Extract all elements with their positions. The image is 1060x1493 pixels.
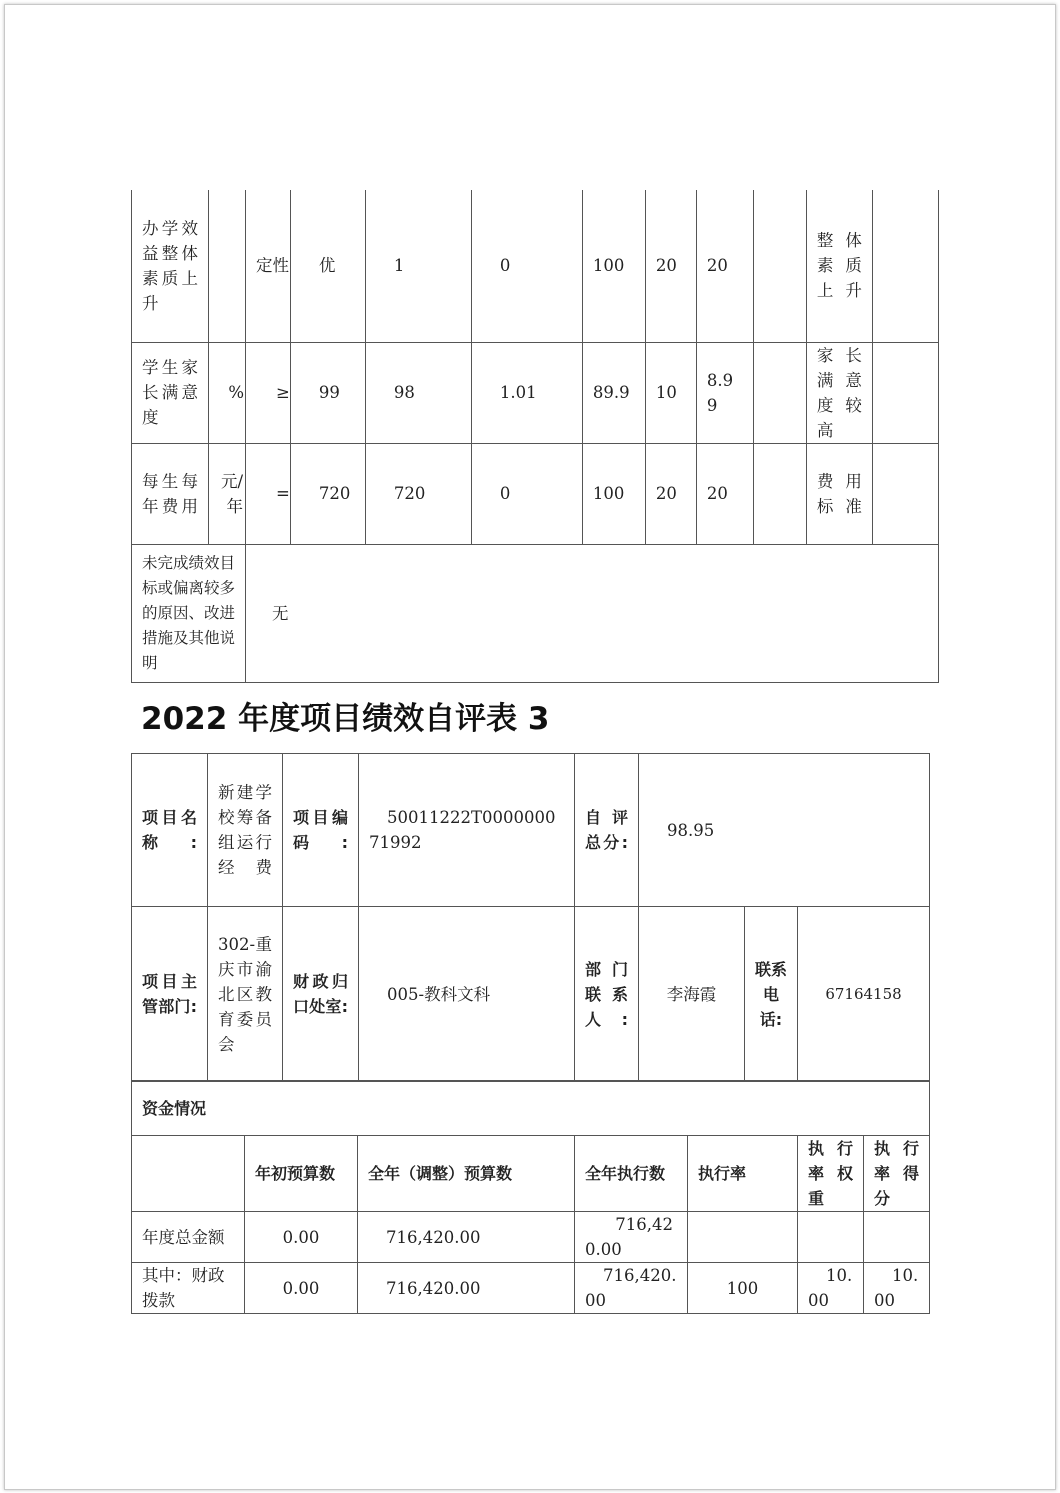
project-name-label: 项目名称: bbox=[132, 754, 208, 907]
indicator-actual: 720 bbox=[365, 443, 471, 544]
table-header-row bbox=[132, 1136, 930, 1212]
indicator-score: 20 bbox=[696, 190, 753, 342]
table-row bbox=[132, 190, 939, 342]
table-row bbox=[132, 544, 939, 682]
indicator-actual: 1 bbox=[365, 190, 471, 342]
project-info-table bbox=[131, 753, 930, 1082]
indicator-note: 整体素质上升 bbox=[806, 190, 872, 342]
indicator-score: 20 bbox=[696, 443, 753, 544]
finance-office-label: 财政归口处室: bbox=[283, 907, 359, 1082]
performance-indicator-table bbox=[131, 190, 939, 683]
indicator-note: 费用标准 bbox=[806, 443, 872, 544]
section-title: 2022 年度项目绩效自评表 3 bbox=[141, 701, 550, 737]
contact-label: 部门联系人: bbox=[575, 907, 639, 1082]
column-header: 全年（调整）预算数 bbox=[358, 1136, 575, 1212]
indicator-target: 99 bbox=[290, 342, 365, 443]
indicator-name: 学生家长满意度 bbox=[132, 342, 209, 443]
column-header: 全年执行数 bbox=[575, 1136, 688, 1212]
indicator-target: 优 bbox=[290, 190, 365, 342]
indicator-name: 办学效益整体素质上升 bbox=[132, 190, 209, 342]
column-header bbox=[132, 1136, 245, 1212]
self-score-label: 自评总分: bbox=[575, 754, 639, 907]
table-row bbox=[132, 1263, 930, 1314]
project-name-value: 新建学校筹备组运行经费 bbox=[208, 754, 283, 907]
indicator-weight: 10 bbox=[645, 342, 696, 443]
indicator-deviation: 0 bbox=[471, 190, 582, 342]
execution-rate: 100 bbox=[688, 1263, 798, 1314]
adjusted-budget: 716,420.00 bbox=[358, 1212, 575, 1263]
indicator-completion: 100 bbox=[582, 190, 645, 342]
indicator-target: 720 bbox=[290, 443, 365, 544]
table-row bbox=[132, 342, 939, 443]
row-label: 年度总金额 bbox=[132, 1212, 245, 1263]
reason-label: 未完成绩效目标或偏离较多的原因、改进措施及其他说明 bbox=[132, 544, 246, 682]
column-header: 执行率权重 bbox=[798, 1136, 864, 1212]
rate-score bbox=[864, 1212, 930, 1263]
indicator-completion: 89.9 bbox=[582, 342, 645, 443]
indicator-score: 8.99 bbox=[696, 342, 753, 443]
table-row bbox=[132, 1081, 930, 1136]
initial-budget: 0.00 bbox=[245, 1212, 358, 1263]
indicator-unit: 元/年 bbox=[209, 443, 246, 544]
indicator-weight: 20 bbox=[645, 443, 696, 544]
table-row bbox=[132, 443, 939, 544]
table-row bbox=[132, 754, 930, 907]
funds-table bbox=[131, 1080, 930, 1314]
initial-budget: 0.00 bbox=[245, 1263, 358, 1314]
table-row bbox=[132, 907, 930, 1082]
reason-value: 无 bbox=[246, 544, 939, 682]
execution-rate bbox=[688, 1212, 798, 1263]
indicator-type: ≥ bbox=[246, 342, 291, 443]
phone-value: 67164158 bbox=[798, 907, 930, 1082]
adjusted-budget: 716,420.00 bbox=[358, 1263, 575, 1314]
indicator-actual: 98 bbox=[365, 342, 471, 443]
project-code-value: 50011222T000000071992 bbox=[359, 754, 575, 907]
column-header: 年初预算数 bbox=[245, 1136, 358, 1212]
empty-cell bbox=[872, 443, 938, 544]
indicator-completion: 100 bbox=[582, 443, 645, 544]
indicator-deviation: 1.01 bbox=[471, 342, 582, 443]
self-score-value: 98.95 bbox=[639, 754, 930, 907]
dept-label: 项目主管部门: bbox=[132, 907, 208, 1082]
indicator-remark bbox=[753, 342, 806, 443]
indicator-remark bbox=[753, 190, 806, 342]
indicator-weight: 20 bbox=[645, 190, 696, 342]
indicator-deviation: 0 bbox=[471, 443, 582, 544]
indicator-note: 家长满意度较高 bbox=[806, 342, 872, 443]
empty-cell bbox=[872, 190, 938, 342]
executed-amount: 716,420.00 bbox=[575, 1263, 688, 1314]
indicator-unit: % bbox=[209, 342, 246, 443]
funds-section-label: 资金情况 bbox=[132, 1081, 930, 1136]
rate-weight bbox=[798, 1212, 864, 1263]
column-header: 执行率得分 bbox=[864, 1136, 930, 1212]
phone-label: 联系电话: bbox=[745, 907, 798, 1082]
contact-value: 李海霞 bbox=[639, 907, 745, 1082]
indicator-unit bbox=[209, 190, 246, 342]
empty-cell bbox=[872, 342, 938, 443]
indicator-name: 每生每年费用 bbox=[132, 443, 209, 544]
indicator-remark bbox=[753, 443, 806, 544]
indicator-type: = bbox=[246, 443, 291, 544]
indicator-type: 定性 bbox=[246, 190, 291, 342]
row-label: 其中：财政拨款 bbox=[132, 1263, 245, 1314]
finance-office-value: 005-教科文科 bbox=[359, 907, 575, 1082]
project-code-label: 项目编码: bbox=[283, 754, 359, 907]
table-row bbox=[132, 1212, 930, 1263]
rate-score: 10.00 bbox=[864, 1263, 930, 1314]
rate-weight: 10.00 bbox=[798, 1263, 864, 1314]
dept-value: 302-重庆市渝北区教育委员会 bbox=[208, 907, 283, 1082]
column-header: 执行率 bbox=[688, 1136, 798, 1212]
executed-amount: 716,420.00 bbox=[575, 1212, 688, 1263]
